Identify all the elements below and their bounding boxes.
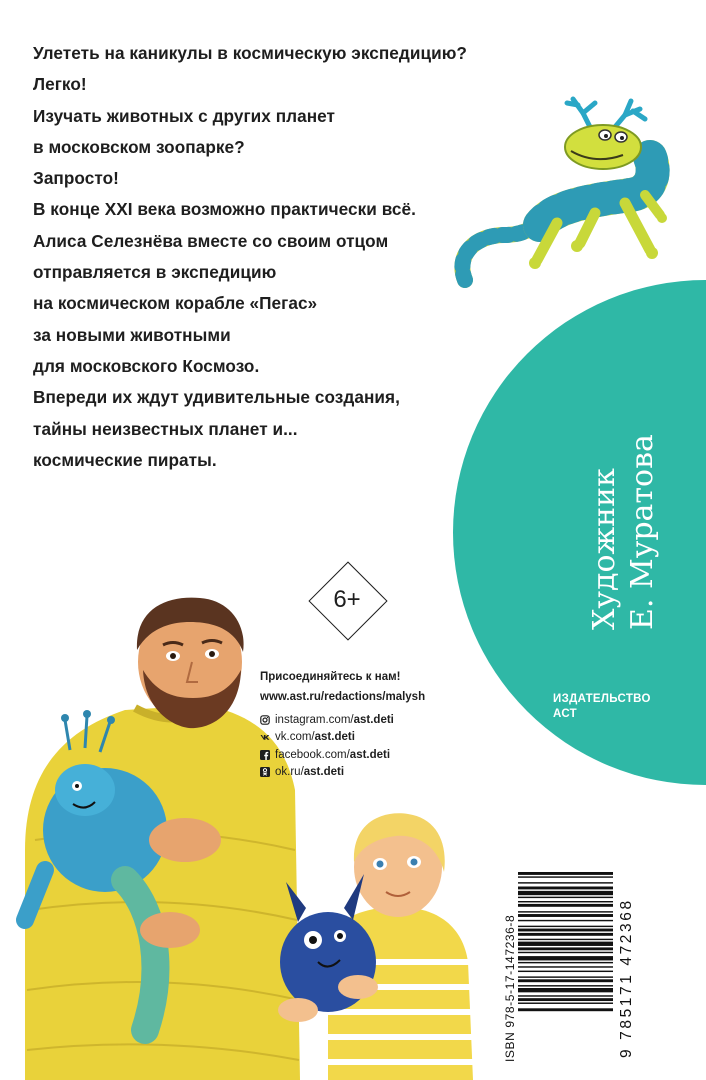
- artist-name: Е. Муратова: [624, 434, 660, 630]
- social-prefix: facebook.com/: [275, 748, 350, 761]
- blurb-line: Изучать животных с других планет: [33, 105, 336, 126]
- barcode-bar: [518, 979, 613, 982]
- social-link-vk[interactable]: [260, 729, 460, 747]
- barcode-bar: [518, 901, 613, 902]
- social-handle: ast.deti: [349, 748, 391, 761]
- ean-number: 9 785171 472368: [618, 898, 635, 1058]
- barcode-bar: [518, 882, 613, 883]
- barcode-bar: [518, 952, 613, 953]
- barcode-bar: [518, 1008, 613, 1011]
- artist-credit: [586, 434, 661, 630]
- social-prefix: ok.ru/: [275, 766, 304, 779]
- publisher-label: [553, 692, 651, 722]
- social-handle: ast.deti: [314, 731, 355, 744]
- blurb-line: Улететь на каникулы в космическую экспедицию?: [33, 43, 467, 63]
- age-rating-badge: [309, 562, 385, 638]
- barcode-bar: [518, 911, 613, 912]
- barcode-bar: [518, 976, 613, 977]
- blurb-line: Легко!: [33, 74, 87, 95]
- barcode-bar: [518, 942, 613, 946]
- social-handle: ast.deti: [303, 766, 345, 779]
- barcode-bar: [518, 947, 613, 950]
- social-prefix: vk.com/: [275, 731, 315, 744]
- barcode-bar: [518, 985, 613, 986]
- artist-label: Художник: [587, 468, 622, 630]
- blurb-line: за новыми животными: [33, 324, 231, 345]
- social-links-block: [260, 667, 460, 781]
- social-link-facebook[interactable]: [260, 746, 460, 764]
- barcode-bar: [518, 1003, 613, 1004]
- barcode-bar: [518, 966, 613, 967]
- age-rating-text: 6+: [333, 586, 361, 613]
- publisher-line-2: АСТ: [553, 708, 577, 720]
- barcode-bar: [518, 971, 613, 972]
- blurb-line: космические пираты.: [33, 449, 217, 470]
- barcode-bar: [518, 897, 613, 898]
- social-link-instagram[interactable]: [260, 711, 460, 729]
- barcode-bar: [518, 887, 613, 890]
- blurb-line: Алиса Селезнёва вместе со своим отцом: [33, 230, 389, 251]
- blurb-line: Впереди их ждут удивительные создания,: [33, 387, 400, 408]
- barcode-bar: [518, 998, 613, 1001]
- blurb-text: [33, 38, 473, 476]
- barcode-bar: [518, 920, 613, 921]
- barcode-bar: [518, 872, 613, 875]
- lizard-illustration: [445, 85, 670, 310]
- blurb-line: В конце XXI века возможно практически всё.: [33, 199, 416, 220]
- social-prefix: instagram.com/: [275, 713, 354, 726]
- facebook-icon: [260, 750, 270, 760]
- barcode-bar: [518, 962, 613, 963]
- blurb-line: тайны неизвестных планет и...: [33, 418, 298, 439]
- instagram-icon: [260, 715, 270, 725]
- blurb-line: на космическом корабле «Пегас»: [33, 293, 318, 314]
- barcode-bar: [518, 876, 613, 877]
- barcode-bar: [518, 904, 613, 907]
- vk-icon: [260, 732, 270, 742]
- social-link-odnoklassniki[interactable]: [260, 764, 460, 782]
- blurb-line: для московского Космозо.: [33, 355, 260, 376]
- barcode-bar: [518, 995, 613, 996]
- barcode-bar: [518, 939, 613, 940]
- barcode-bar: [518, 929, 613, 932]
- publisher-line-1: ИЗДАТЕЛЬСТВО: [553, 693, 651, 705]
- odnoklassniki-icon: [260, 767, 270, 777]
- girl-illustration: [268, 812, 473, 1080]
- barcode-bar: [518, 891, 613, 895]
- barcode-bar: [518, 988, 613, 992]
- isbn-number: ISBN 978-5-17-147236-8: [503, 914, 517, 1062]
- blurb-line: Запросто!: [33, 168, 119, 189]
- website-link[interactable]: www.ast.ru/redactions/malysh: [260, 691, 426, 703]
- barcode-bar: [518, 926, 613, 927]
- blurb-line: отправляется в экспедицию: [33, 262, 277, 283]
- social-handle: ast.deti: [353, 713, 394, 726]
- barcode: [518, 870, 613, 1052]
- barcode-bar: [518, 933, 613, 936]
- barcode-bar: [518, 914, 613, 917]
- barcode-bar: [518, 956, 613, 960]
- social-heading: Присоединяйтесь к нам!: [260, 671, 401, 683]
- blurb-line: в московском зоопарке?: [33, 136, 245, 157]
